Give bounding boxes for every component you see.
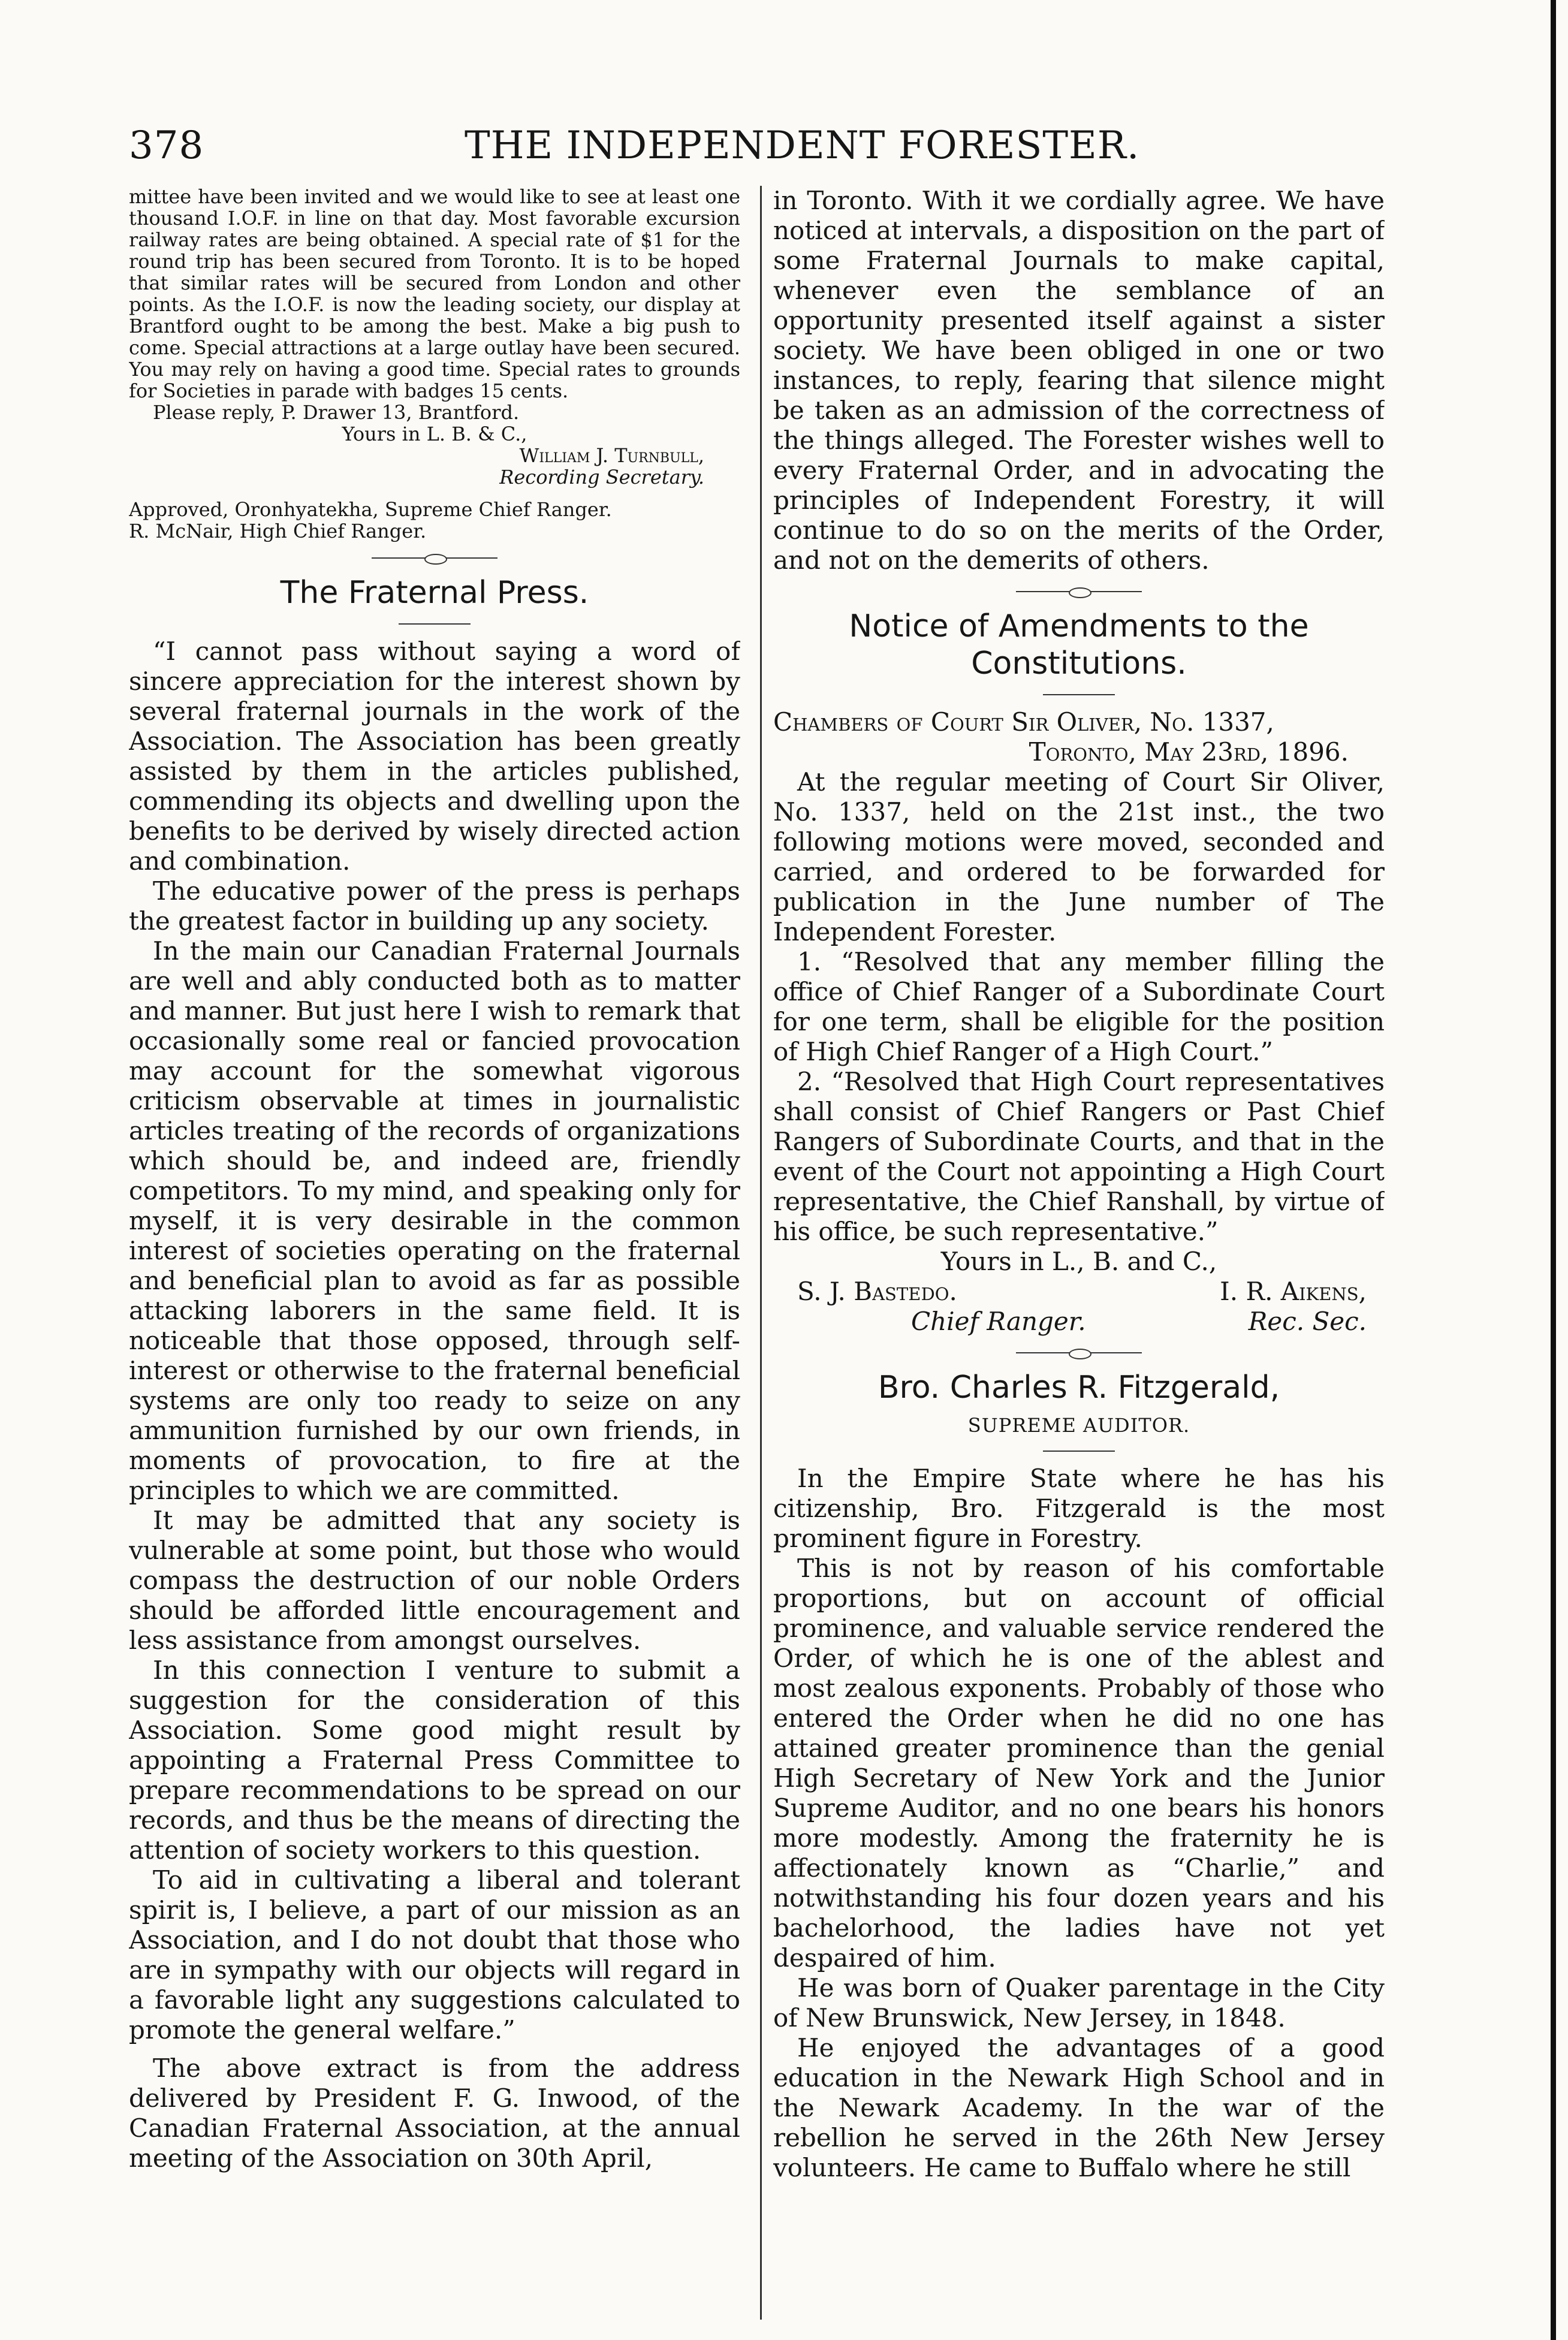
approved-line-1: Approved, Oronhyatekha, Supreme Chief Ranger. [129,498,612,521]
fitzgerald-paragraph: He enjoyed the advantages of a good education in the Newark High School and in the Newark Academy. In the war of the rebellion he served in the 26th New Jersey volunteers. He came to Buffalo where he still [773,2033,1385,2182]
approved-line-2: R. McNair, High Chief Ranger. [129,520,427,542]
amendments-closing: Yours in L., B. and C., [940,1247,1217,1276]
letter-signer: William J. Turnbull, [519,444,704,467]
short-rule [1043,1451,1115,1452]
dateline-2: Toronto, May 23rd, 1896. [1029,737,1349,767]
page-number: 378 [129,123,204,168]
letter-signer-title: Recording Secretary. [499,466,704,488]
continuation-paragraph: in Toronto. With it we cordially agree. We have noticed at intervals, a disposition on the part of some Fraternal Journals to make capital, whenever even the semblance of an opportunity presented itself against a sister society. We have been obliged in one or two instances, to reply, fearing that silence might be taken as an admission of the correctness of the things alleged. The Forester wishes well to every Fraternal Order, and in advocating the principles of Independent Forestry, it will continue to do so on the merits of the Order, and not on the demerits of others. [773,186,1385,575]
press-paragraph: It may be admitted that any society is vulnerable at some point, but those who would compass the destruction of our noble Orders should be afforded little encouragement and less assistance from amongst ourselves. [129,1506,740,1655]
signature-names [773,1277,1385,1307]
page-edge-rule [1551,0,1556,2340]
journal-title: THE INDEPENDENT FORESTER. [465,123,1140,168]
ornament-divider [1016,1350,1142,1356]
short-rule [399,623,471,625]
page-header [129,119,1376,173]
column-divider [760,186,762,2320]
fitzgerald-paragraph: He was born of Quaker parentage in the City of New Brunswick, New Jersey, in 1848. [773,1973,1385,2033]
press-paragraph: In the main our Canadian Fraternal Journals are well and ably conducted both as to matter and manner. But just here I wish to remark that occasionally some real or fancied provocation may account for the somewhat vigorous criticism observable at times in journalistic articles treating of the records of organizations which should be, and indeed are, friendly competitors. To my mind, and speaking only for myself, it is very desirable in the common interest of societies operating on the fraternal and beneficial plan to avoid as far as possible attacking laborers in the same field. It is noticeable that those opposed, through self-interest or otherwise to the fraternal beneficial systems are only too ready to seize on any ammunition furnished by our own friends, in moments of provocation, to fire at the principles to which we are committed. [129,936,740,1505]
letter-text: mittee have been invited and we would like to see at least one thousand I.O.F. in line on that day. Most favorable excursion railway rates are being obtained. A special rate of $1 for the round trip has been secured from Toronto. It is to be hoped that similar rates will be secured from London and other points. As the I.O.F. is now the leading society, our display at Brantford ought to be among the best. Make a big push to come. Special attractions at a large outlay have been secured. You may rely on having a good time. Special rates to grounds for Societies in parade with badges 15 cents. [129,186,740,402]
signature-left-title: Chief Ranger. [911,1307,1086,1336]
signature-titles [773,1307,1385,1337]
press-paragraph: “I cannot pass without saying a word of sincere appreciation for the interest shown by several fraternal journals in the work of the Association. The Association has been greatly assisted by them in the articles published, commending its objects and dwelling upon the benefits to be derived by wisely directed action and combination. [129,637,740,876]
fitzgerald-heading: Bro. Charles R. Fitzgerald, [878,1370,1280,1406]
signature-left-name: S. J. Bastedo. [797,1277,957,1306]
left-column [129,186,740,2320]
amendments-heading: Notice of Amendments to the Constitutions. [849,608,1309,682]
fitzgerald-paragraph: This is not by reason of his comfortable proportions, but on account of official prominence, and valuable service rendered the Order, of which he is one of the ablest and most zealous exponents. Probably of those who entered the Order when he did no one has attained greater prominence than the genial High Secretary of New York and the Junior Supreme Auditor, and no one bears his honors more modestly. Among the fraternity he is affectionately known as “Charlie,” and notwithstanding his four dozen years and his bachelorhood, the ladies have not yet despaired of him. [773,1554,1385,1973]
press-paragraph: The above extract is from the address delivered by President F. G. Inwood, of the Canadian Fraternal Association, at the annual meeting of the Association on 30th April, [129,2053,740,2173]
short-rule [1043,694,1115,695]
press-paragraph: In this connection I venture to submit a suggestion for the consideration of this Association. Some good might result by appointing a Fraternal Press Committee to prepare recommendations to be spread on our records, and thus be the means of directing the attention of society workers to this question. [129,1656,740,1865]
letter-closing: Yours in L. B. & C., [342,423,527,445]
press-paragraph: The educative power of the press is perhaps the greatest factor in building up any society. [129,876,740,936]
ornament-divider [372,555,497,561]
right-column [773,186,1385,2320]
motion-2: 2. “Resolved that High Court representatives shall consist of Chief Rangers or Past Chief Rangers of Subordinate Courts, and that in the event of the Court not appointing a High Court representative, the Chief Ranshall, by virtue of his office, be such representative.” [773,1067,1385,1246]
ornament-divider [1016,589,1142,595]
fraternal-press-heading: The Fraternal Press. [280,575,589,611]
press-paragraph: To aid in cultivating a liberal and tolerant spirit is, I believe, a part of our mission as an Association, and I do not doubt that those who are in sympathy with our objects will regard in a favorable light any suggestions calculated to promote the general welfare.” [129,1865,740,2045]
signature-right-title: Rec. Sec. [1248,1307,1367,1336]
letter-reply: Please reply, P. Drawer 13, Brantford. [153,401,520,424]
fitzgerald-paragraph: In the Empire State where he has his citizenship, Bro. Fitzgerald is the most prominent figure in Forestry. [773,1464,1385,1553]
amendments-intro: At the regular meeting of Court Sir Oliver, No. 1337, held on the 21st inst., the two following motions were moved, seconded and carried, and ordered to be forwarded for publication in the June number of The Independent Forester. [773,767,1385,946]
signature-right-name: I. R. Aikens, [1220,1277,1367,1306]
dateline-1: Chambers of Court Sir Oliver, No. 1337, [773,707,1274,737]
fitzgerald-subheading: SUPREME AUDITOR. [967,1414,1190,1437]
motion-1: 1. “Resolved that any member filling the office of Chief Ranger of a Subordinate Court for one term, shall be eligible for the position of High Chief Ranger of a High Court.” [773,947,1385,1066]
